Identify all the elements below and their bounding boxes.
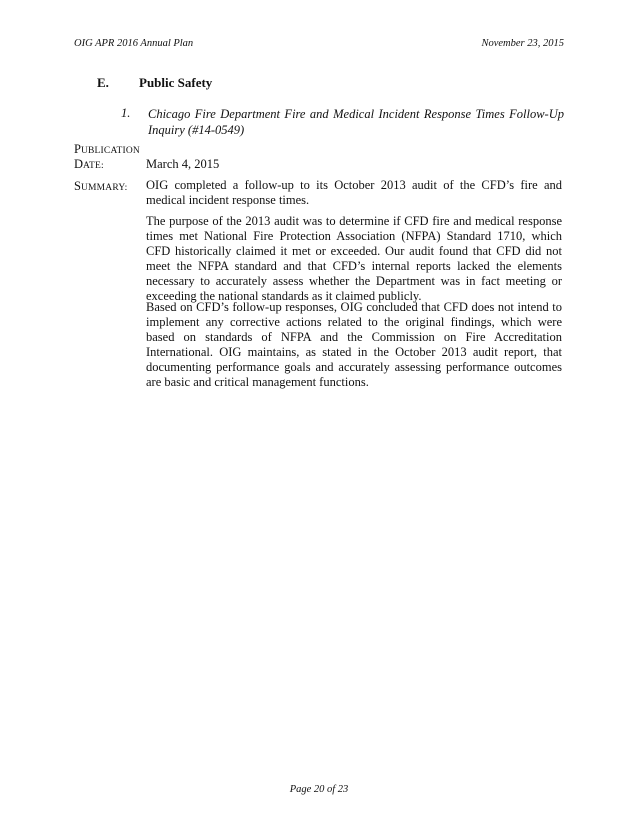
section-heading [97,75,212,91]
date-label-rest: ATE: [83,161,104,171]
publication-label-line1 [74,142,140,157]
summary-label-initial: S [74,179,81,193]
section-letter: E. [97,75,109,90]
summary-label-rest: UMMARY: [80,183,128,193]
date-label-initial: D [74,157,84,171]
header-date: November 23, 2015 [481,38,564,49]
item-title: Chicago Fire Department Fire and Medical Incident Response Times Follow-Up Inquiry (#14-0549) [148,107,564,137]
item-number: 1. [121,106,131,120]
publication-date-value: March 4, 2015 [146,157,220,171]
summary-paragraph-2: The purpose of the 2013 audit was to determine if CFD fire and medical response times met National Fire Protection Association (NFPA) Standard 1710, which CFD historically claimed it met or exceeded. Our audit found that CFD did not meet the NFPA standard and that CFD’s internal reports lacked the elements necessary to accurately assess whether the Department was in fact meeting or exceeding the national standards as it claimed publicly. [146,214,562,303]
summary-paragraph-1: OIG completed a follow-up to its October 2013 audit of the CFD’s fire and medical incident response times. [146,178,562,207]
page-number: Page 20 of 23 [289,784,349,795]
summary-label [74,179,127,194]
summary-paragraph-3: Based on CFD’s follow-up responses, OIG concluded that CFD does not intend to implement any corrective actions related to the original findings, which were based on standards of NFPA and the Commission on Fire Accreditation International. OIG maintains, as stated in the October 2013 audit report, that documenting performance goals and accurately assessing performance outcomes are basic and critical management functions. [146,300,562,389]
header-plan-title: OIG APR 2016 Annual Plan [74,38,194,49]
section-title: Public Safety [139,75,213,90]
publication-label-rest: UBLICATION [80,146,140,156]
publication-label-line2 [74,157,104,172]
publication-label-initial: P [74,142,81,156]
